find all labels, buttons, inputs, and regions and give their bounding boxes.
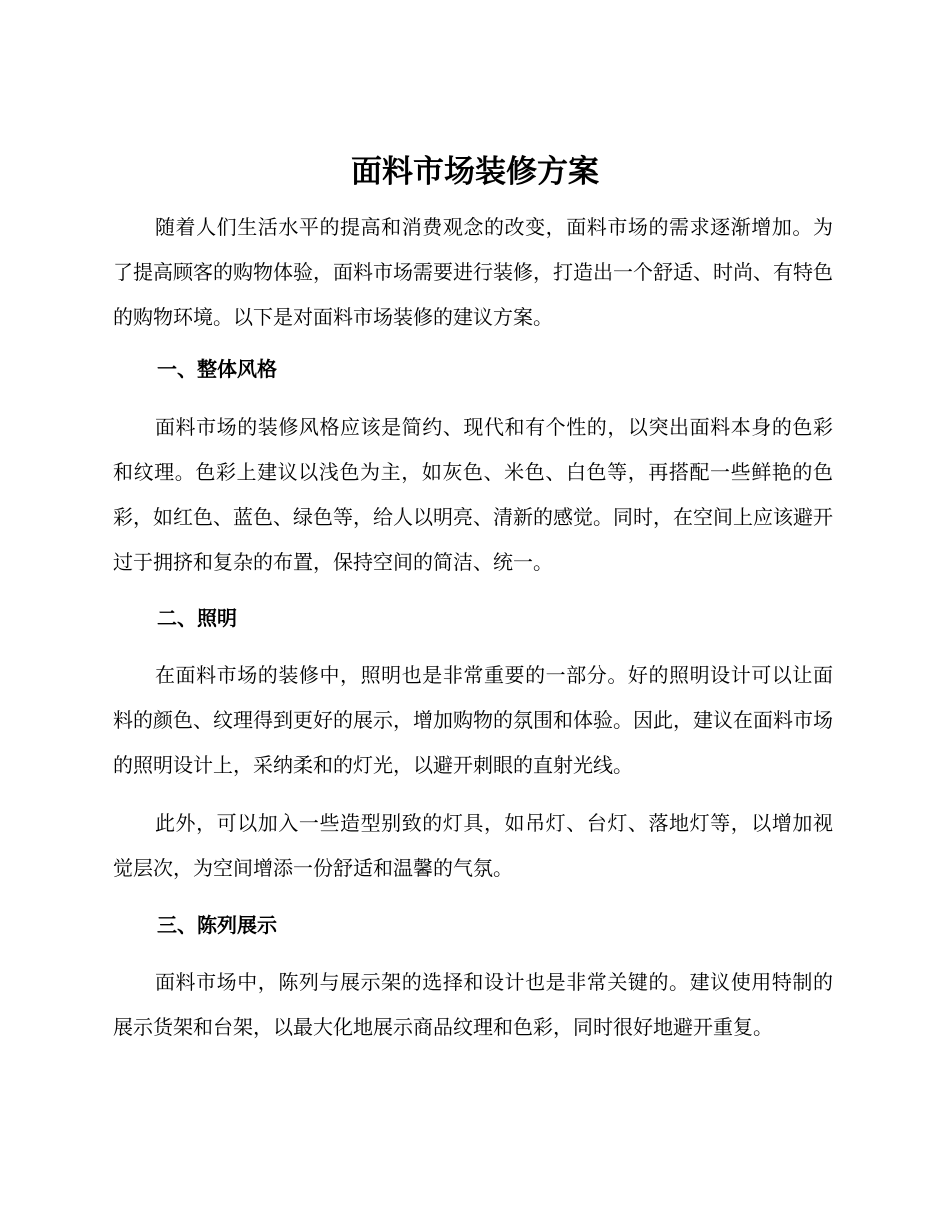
overall-style-paragraph: 面料市场的装修风格应该是简约、现代和有个性的，以突出面料本身的色彩和纹理。色彩上建议以浅色为主，如灰色、米色、白色等，再搭配一些鲜艳的色彩，如红色、蓝色、绿色等，给人以明亮、清新的感觉。同时，在空间上应该避开过于拥挤和复杂的布置，保持空间的简洁、统一。 [113, 415, 833, 574]
lighting-paragraph-2: 此外，可以加入一些造型别致的灯具，如吊灯、台灯、落地灯等，以增加视觉层次，为空间增添一份舒适和温馨的气氛。 [113, 811, 833, 880]
section-heading-display: 三、陈列展示 [157, 913, 277, 937]
intro-paragraph: 随着人们生活水平的提高和消费观念的改变，面料市场的需求逐渐增加。为了提高顾客的购物体验，面料市场需要进行装修，打造出一个舒适、时尚、有特色的购物环境。以下是对面料市场装修的建议方案。 [113, 215, 833, 329]
lighting-paragraph-1: 在面料市场的装修中，照明也是非常重要的一部分。好的照明设计可以让面料的颜色、纹理得到更好的展示，增加购物的氛围和体验。因此，建议在面料市场的照明设计上，采纳柔和的灯光，以避开刺眼的直射光线。 [113, 663, 833, 777]
section-heading-lighting: 二、照明 [157, 606, 237, 630]
display-paragraph: 面料市场中，陈列与展示架的选择和设计也是非常关键的。建议使用特制的展示货架和台架，以最大化地展示商品纹理和色彩，同时很好地避开重复。 [113, 970, 833, 1039]
section-heading-overall-style: 一、整体风格 [157, 357, 277, 381]
document-title: 面料市场装修方案 [351, 154, 599, 190]
